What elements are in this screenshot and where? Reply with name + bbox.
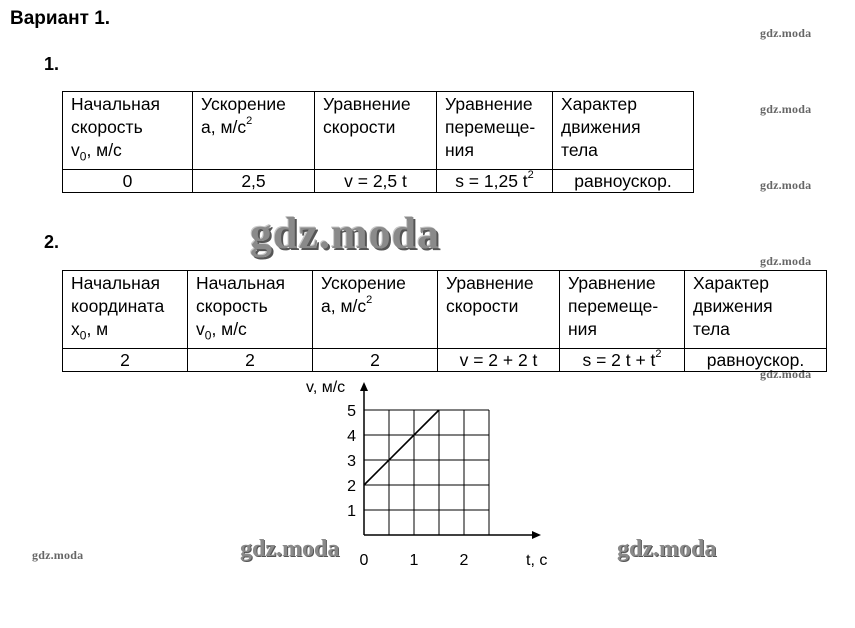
watermark-large: gdz.moda bbox=[250, 209, 441, 258]
value-cell: 2 bbox=[313, 348, 438, 371]
header-cell: Характер движения тела bbox=[553, 92, 694, 170]
y-tick-label: 3 bbox=[347, 453, 356, 470]
watermark: gdz.moda bbox=[760, 254, 812, 268]
table-header-row bbox=[63, 271, 827, 349]
watermark: gdz.moda bbox=[760, 26, 812, 40]
value-cell: равноускор. bbox=[553, 169, 694, 192]
task-number: 2. bbox=[44, 232, 60, 252]
table-row bbox=[63, 169, 694, 192]
value-cell: равноускор. bbox=[685, 348, 827, 371]
series-line bbox=[364, 410, 439, 485]
graph-grid bbox=[364, 410, 489, 535]
page-title: Вариант 1. bbox=[10, 8, 111, 29]
y-tick-label: 2 bbox=[347, 478, 356, 495]
header-cell: Ускорение а, $м/с^2$ bbox=[313, 271, 438, 349]
table-header-row bbox=[63, 92, 694, 170]
value-cell: s = 1,25 $t^2$ bbox=[437, 169, 553, 192]
x-tick-label: 2 bbox=[459, 552, 469, 569]
task-number: 1. bbox=[44, 54, 60, 74]
velocity-graph bbox=[300, 372, 560, 582]
table-row bbox=[63, 348, 827, 371]
header-cell: Уравнение перемеще- ния bbox=[437, 92, 553, 170]
value-cell: 2,5 bbox=[193, 169, 315, 192]
value-cell: 2 bbox=[63, 348, 188, 371]
header-cell: Ускорение а, $м/с^2$ bbox=[193, 92, 315, 170]
watermark-medium: gdz.moda bbox=[617, 536, 717, 562]
value-cell: 0 bbox=[63, 169, 193, 192]
x-axis-label: t, с bbox=[526, 552, 548, 569]
y-tick-label: 1 bbox=[347, 503, 356, 520]
header-cell: Начальная координата $x_0$, м bbox=[63, 271, 188, 349]
y-axis-label: v, м/с bbox=[306, 379, 346, 396]
value-cell: 2 bbox=[188, 348, 313, 371]
value-cell: v = 2,5 t bbox=[315, 169, 437, 192]
task2-table bbox=[62, 270, 827, 372]
watermark: gdz.moda bbox=[32, 548, 84, 562]
header-cell: Уравнение скорости bbox=[315, 92, 437, 170]
header-cell: Начальная скорость $v_0$, м/с bbox=[63, 92, 193, 170]
value-cell: v = 2 + 2 t bbox=[438, 348, 560, 371]
watermark: gdz.moda bbox=[760, 178, 812, 192]
header-cell: Начальная скорость $v_0$, м/с bbox=[188, 271, 313, 349]
x-tick-label: 0 bbox=[359, 552, 369, 569]
header-cell: Характер движения тела bbox=[685, 271, 827, 349]
watermark-medium: gdz.moda bbox=[240, 536, 340, 562]
header-cell: Уравнение перемеще- ния bbox=[560, 271, 685, 349]
header-cell: Уравнение скорости bbox=[438, 271, 560, 349]
y-tick-label: 4 bbox=[347, 428, 356, 445]
x-axis-arrow bbox=[532, 531, 541, 539]
watermark: gdz.moda bbox=[760, 367, 812, 381]
task1-table bbox=[62, 91, 694, 193]
y-tick-label: 5 bbox=[347, 403, 356, 420]
x-tick-label: 1 bbox=[409, 552, 419, 569]
value-cell: s = 2 $t + t^2$ bbox=[560, 348, 685, 371]
y-axis-arrow bbox=[360, 382, 368, 391]
watermark: gdz.moda bbox=[760, 102, 812, 116]
